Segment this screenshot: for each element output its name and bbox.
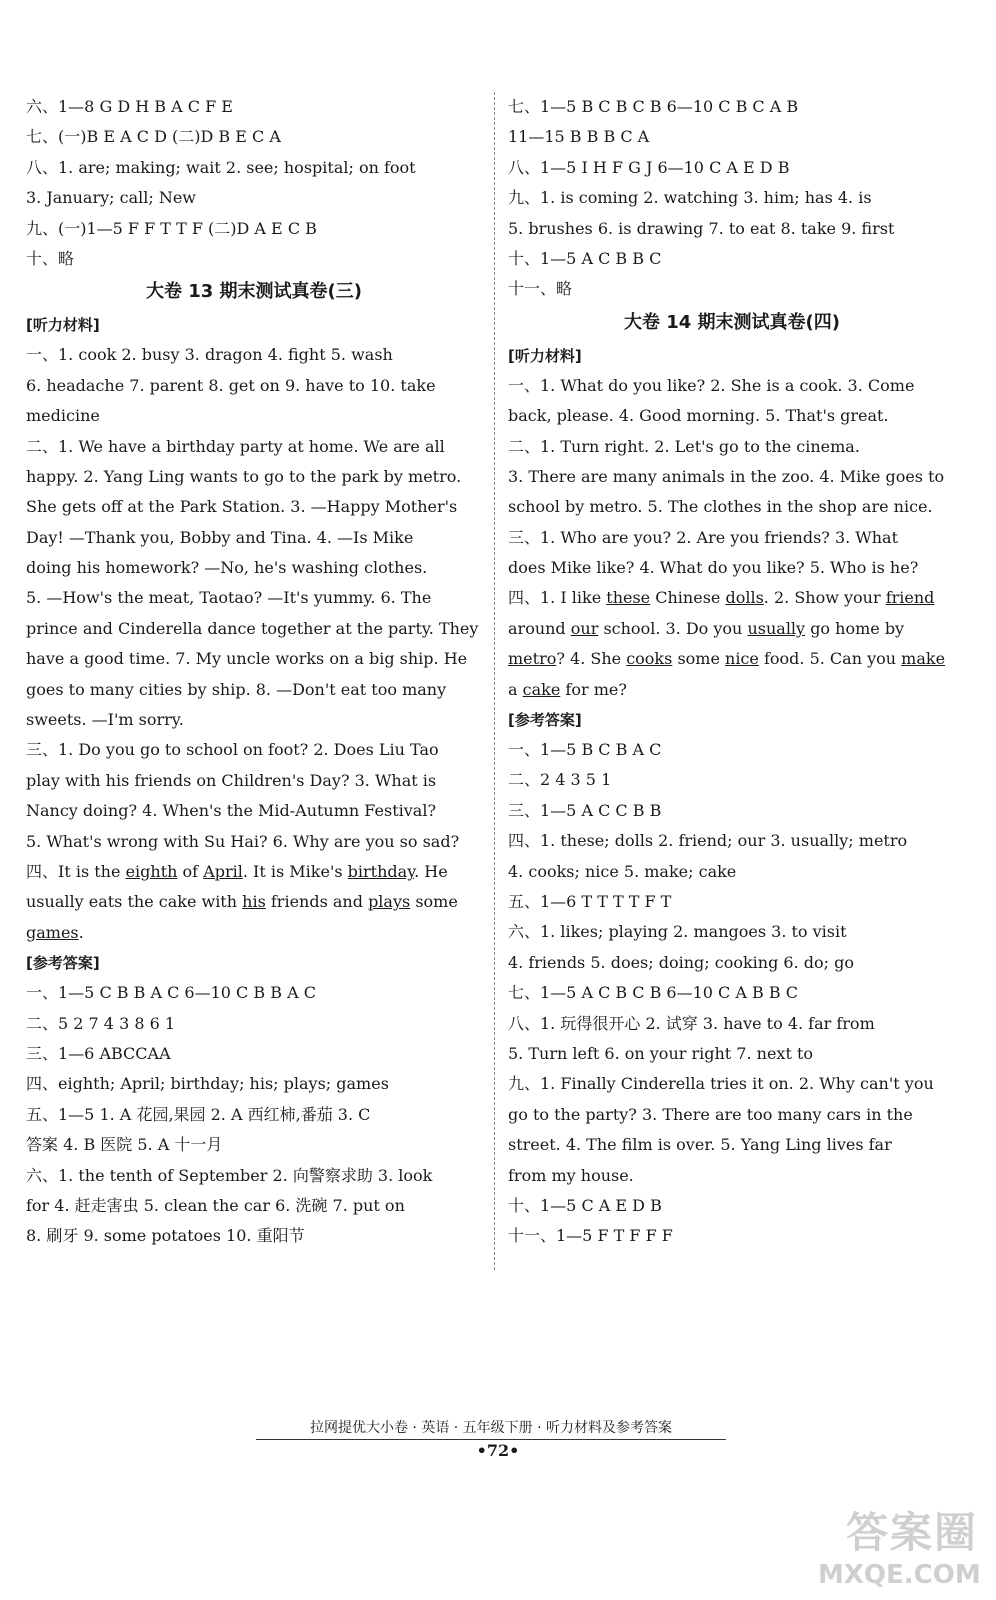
answer-line: 四、eighth; April; birthday; his; plays; games <box>26 1074 389 1094</box>
answer-line: 七、1—5 A C B C B 6—10 C A B B C <box>508 983 798 1003</box>
underlined-word: his <box>242 892 266 912</box>
answer-line: 十一、1—5 F T F F F <box>508 1226 673 1246</box>
underlined-word: eighth <box>125 861 178 881</box>
section-title: 大卷 14 期末测试真卷(四) <box>623 311 841 333</box>
answer-line: 4. friends 5. does; doing; cooking 6. do; go <box>508 952 854 972</box>
answer-line: 5. Turn left 6. on your right 7. next to <box>508 1043 814 1063</box>
listening-heading: [听力材料] <box>26 316 100 335</box>
underlined-word: cooks <box>626 649 673 669</box>
listening-line: 5. What's wrong with Su Hai? 6. Why are you so sad? <box>26 831 460 851</box>
answer-line: street. 4. The film is over. 5. Yang Ling lives far <box>508 1135 892 1155</box>
answer-line: 七、1—5 B C B C B 6—10 C B C A B <box>508 97 799 116</box>
answer-line: 六、1. the tenth of September 2. 向警察求助 3. look <box>26 1165 433 1185</box>
answer-line: 八、1. are; making; wait 2. see; hospital; on foot <box>26 157 416 177</box>
listening-line: Nancy doing? 4. When's the Mid-Autumn Festival? <box>26 801 437 821</box>
left-column <box>26 92 482 1252</box>
answers-heading: [参考答案] <box>508 711 582 730</box>
passage-line: metro? 4. She cooks some nice food. 5. Can you make <box>508 649 946 669</box>
underlined-word: plays <box>368 892 411 912</box>
answer-line: 十、略 <box>26 248 75 268</box>
underlined-word: metro <box>508 649 557 669</box>
answer-line: 3. January; call; New <box>26 188 196 208</box>
answer-line: from my house. <box>508 1165 634 1185</box>
answer-line: 5. brushes 6. is drawing 7. to eat 8. take 9. first <box>508 218 895 238</box>
watermark-url: MXQE.COM <box>818 1560 981 1590</box>
underlined-word: games <box>26 922 79 942</box>
book-footer: 拉网提优大小卷 · 英语 · 五年级下册 · 听力材料及参考答案 <box>256 1417 726 1440</box>
answer-line: 4. cooks; nice 5. make; cake <box>508 861 737 881</box>
listening-line: prince and Cinderella dance together at the party. They <box>26 618 479 638</box>
listening-line: 6. headache 7. parent 8. get on 9. have to 10. take <box>26 375 436 395</box>
listening-line: school by metro. 5. The clothes in the shop are nice. <box>508 497 933 517</box>
listening-line: 一、1. What do you like? 2. She is a cook. 3. Come <box>508 375 915 395</box>
answer-line: 三、1—5 A C C B B <box>508 800 662 820</box>
answer-line: 二、5 2 7 4 3 8 6 1 <box>26 1013 176 1033</box>
listening-line: 三、1. Do you go to school on foot? 2. Does Liu Tao <box>26 740 439 760</box>
answer-line: for 4. 赶走害虫 5. clean the car 6. 洗碗 7. put on <box>26 1195 405 1215</box>
listening-line: back, please. 4. Good morning. 5. That's great. <box>508 406 889 426</box>
listening-heading: [听力材料] <box>508 346 582 365</box>
passage-line: 四、It is the eighth of April. It is Mike's birthday. He <box>26 861 448 881</box>
listening-line: 二、1. Turn right. 2. Let's go to the cinema. <box>508 436 860 456</box>
answer-line: 三、1—6 ABCCAA <box>26 1043 171 1063</box>
answer-line: 七、(一)B E A C D (二)D B E C A <box>26 127 281 147</box>
answer-line: 十、1—5 A C B B C <box>508 248 662 268</box>
answer-line: 十、1—5 C A E D B <box>508 1195 662 1215</box>
answer-line: 五、1—6 T T T T F T <box>508 891 672 911</box>
passage-line: games. <box>26 922 84 942</box>
passage-line: 四、1. I like these Chinese dolls. 2. Show your friend <box>508 588 935 608</box>
underlined-word: nice <box>725 649 759 669</box>
answer-line: 四、1. these; dolls 2. friend; our 3. usually; metro <box>508 831 908 851</box>
listening-line: does Mike like? 4. What do you like? 5. Who is he? <box>508 558 919 578</box>
underlined-word: cake <box>522 679 561 699</box>
listening-line: have a good time. 7. My uncle works on a big ship. He <box>26 649 468 669</box>
listening-line: goes to many cities by ship. 8. —Don't eat too many <box>26 679 447 699</box>
listening-line: doing his homework? —No, he's washing clothes. <box>26 558 428 578</box>
watermark-text: 答案圈 <box>845 1508 978 1557</box>
listening-line: 5. —How's the meat, Taotao? —It's yummy. 6. The <box>26 588 432 608</box>
underlined-word: birthday <box>347 861 415 881</box>
listening-line: Day! —Thank you, Bobby and Tina. 4. —Is Mike <box>26 527 414 547</box>
answer-line: 五、1—5 1. A 花园,果园 2. A 西红柿,番茄 3. C <box>26 1104 371 1124</box>
answer-line: 十一、略 <box>508 279 573 299</box>
passage-line: around our school. 3. Do you usually go home by <box>508 618 905 638</box>
answer-line: 九、(一)1—5 F F T T F (二)D A E C B <box>26 218 317 238</box>
underlined-word: dolls <box>725 588 764 608</box>
passage-line: a cake for me? <box>508 679 627 699</box>
underlined-word: friend <box>885 588 935 608</box>
answer-line: 一、1—5 B C B A C <box>508 740 662 760</box>
underlined-word: make <box>901 649 946 669</box>
section-title: 大卷 13 期末测试真卷(三) <box>145 281 363 303</box>
right-column <box>508 92 956 1252</box>
listening-line: 三、1. Who are you? 2. Are you friends? 3. What <box>508 527 899 547</box>
answer-line: 八、1—5 I H F G J 6—10 C A E D B <box>508 157 790 177</box>
listening-line: play with his friends on Children's Day? 3. What is <box>26 770 437 790</box>
answer-line: 一、1—5 C B B A C 6—10 C B B A C <box>26 983 316 1003</box>
answer-line: 八、1. 玩得很开心 2. 试穿 3. have to 4. far from <box>508 1013 875 1033</box>
listening-line: 一、1. cook 2. busy 3. dragon 4. fight 5. wash <box>26 345 393 365</box>
listening-line: medicine <box>26 406 100 426</box>
underlined-word: our <box>570 618 599 638</box>
listening-line: happy. 2. Yang Ling wants to go to the park by metro. <box>26 466 462 486</box>
underlined-word: April <box>203 861 243 881</box>
answer-line: 九、1. Finally Cinderella tries it on. 2. Why can't you <box>508 1074 934 1094</box>
listening-line: sweets. —I'm sorry. <box>26 710 184 730</box>
answer-line: 九、1. is coming 2. watching 3. him; has 4. is <box>508 188 872 208</box>
answer-line: go to the party? 3. There are too many cars in the <box>508 1104 913 1124</box>
underlined-word: usually <box>747 618 806 638</box>
column-divider <box>494 92 495 1270</box>
listening-line: She gets off at the Park Station. 3. —Happy Mother's <box>26 497 458 517</box>
answer-line: 六、1—8 G D H B A C F E <box>26 97 233 116</box>
listening-line: 3. There are many animals in the zoo. 4. Mike goes to <box>508 466 945 486</box>
passage-line: usually eats the cake with his friends and plays some <box>26 892 458 912</box>
watermark-logo <box>818 1500 981 1590</box>
answer-line: 二、2 4 3 5 1 <box>508 770 612 790</box>
listening-line: 二、1. We have a birthday party at home. We are all <box>26 436 445 456</box>
answer-line: 8. 刷牙 9. some potatoes 10. 重阳节 <box>26 1226 305 1246</box>
page-number: •72• <box>476 1441 520 1460</box>
answer-line: 答案 4. B 医院 5. A 十一月 <box>26 1135 223 1155</box>
underlined-word: these <box>606 588 651 608</box>
answer-line: 六、1. likes; playing 2. mangoes 3. to visit <box>508 922 847 942</box>
answers-heading: [参考答案] <box>26 954 100 973</box>
answer-line: 11—15 B B B C A <box>508 127 650 147</box>
